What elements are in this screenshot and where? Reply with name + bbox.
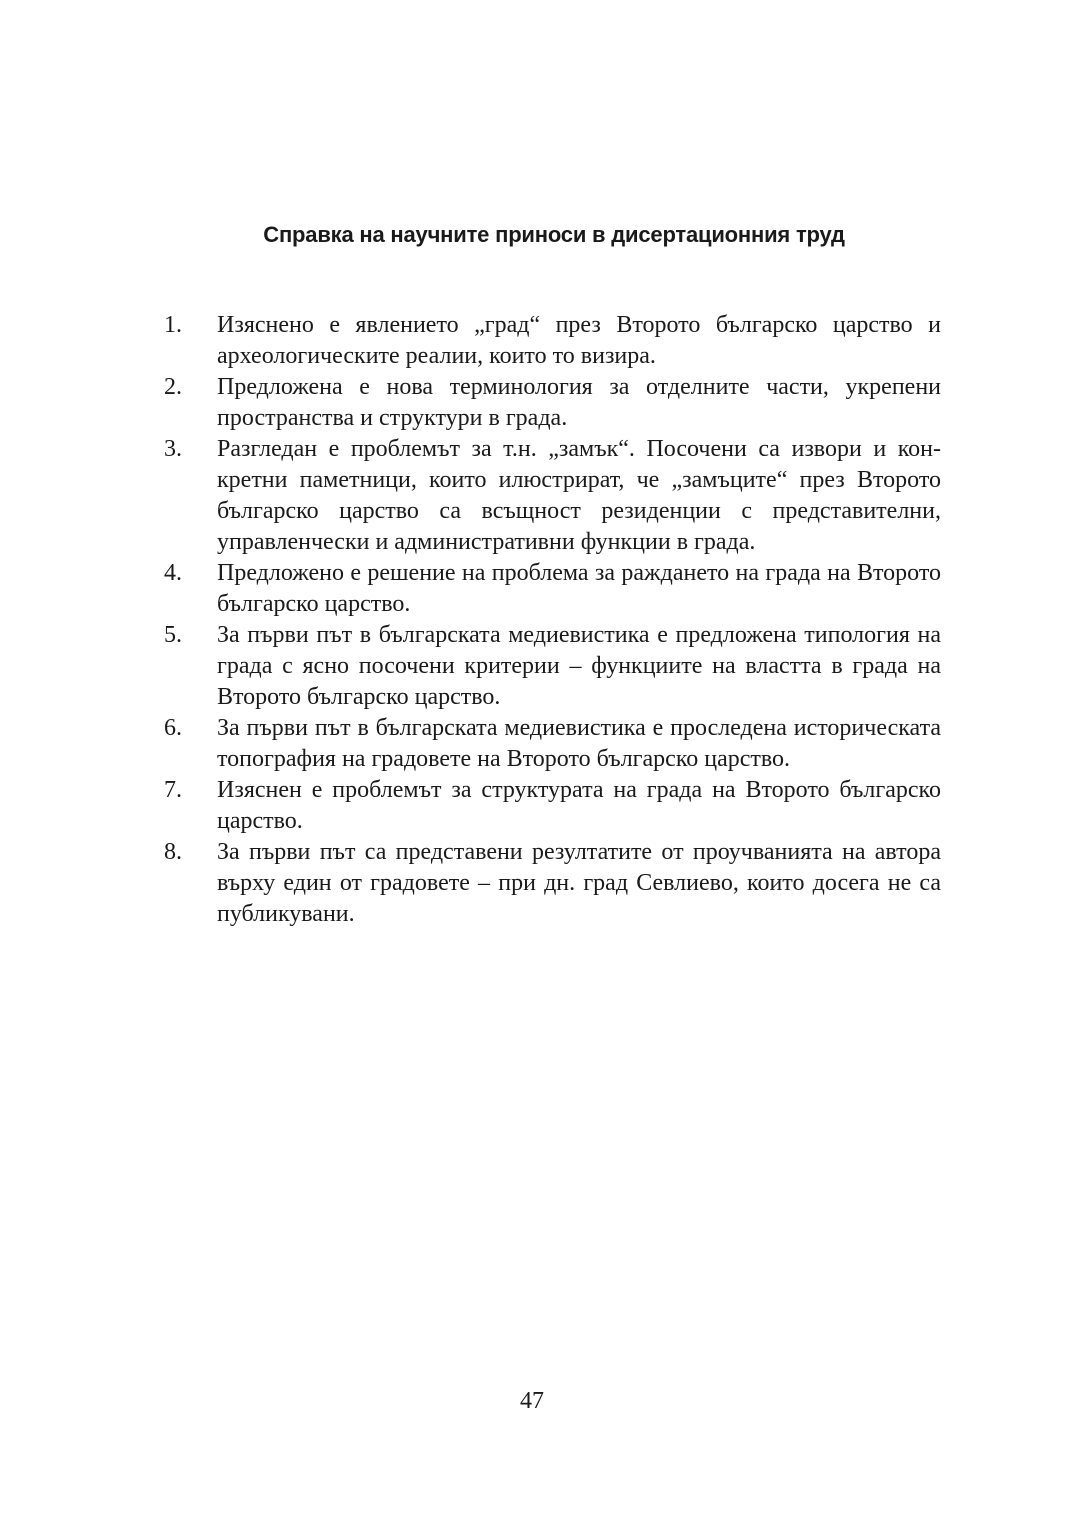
list-item (164, 558, 941, 620)
list-item (164, 837, 941, 930)
item-text: Изяснено е явлението „град“ през Второто българско царство и археологическите реалии, които то визира. (217, 312, 941, 369)
list-item (164, 620, 941, 713)
list-item (164, 310, 941, 372)
item-number: 8. (164, 839, 182, 865)
list-item (164, 713, 941, 775)
item-number: 7. (164, 777, 182, 803)
contributions-list (164, 310, 941, 930)
item-text: За първи път в българската медиевистика е предложена типология на града с ясно посочени критерии – функциите на властта в града на Второто българско царство. (217, 622, 941, 710)
item-text: Разгледан е проблемът за т.н. „замък“. Посочени са извори и конкретни паметници, които илюстрират, че „замъците“ през Второто българско царство са всъщност резиденции с представителни, управленчески и административни функции в града. (217, 436, 941, 555)
document-title: Справка на научните приноси в дисертационния труд (263, 222, 845, 247)
item-number: 4. (164, 560, 182, 586)
page-number: 47 (520, 1388, 544, 1414)
item-number: 2. (164, 374, 182, 400)
list-item (164, 434, 941, 558)
item-text: Изяснен е проблемът за структурата на града на Второто българско царство. (217, 777, 941, 834)
list-item (164, 775, 941, 837)
item-text: Предложена е нова терминология за отделните части, укрепени пространства и структури в града. (217, 374, 941, 431)
item-number: 6. (164, 715, 182, 741)
item-number: 1. (164, 312, 182, 338)
list-item (164, 372, 941, 434)
item-number: 5. (164, 622, 182, 648)
item-text: Предложено е решение на проблема за раждането на града на Второто българско царство. (217, 560, 941, 617)
item-text: За първи път са представени резултатите от проучванията на автора върху един от градовете – при дн. град Севлиево, които досега не са публикувани. (217, 839, 941, 927)
item-text: За първи път в българската медиевистика е проследена историческата топография на градовете на Второто българско царство. (217, 715, 941, 772)
item-number: 3. (164, 436, 182, 462)
